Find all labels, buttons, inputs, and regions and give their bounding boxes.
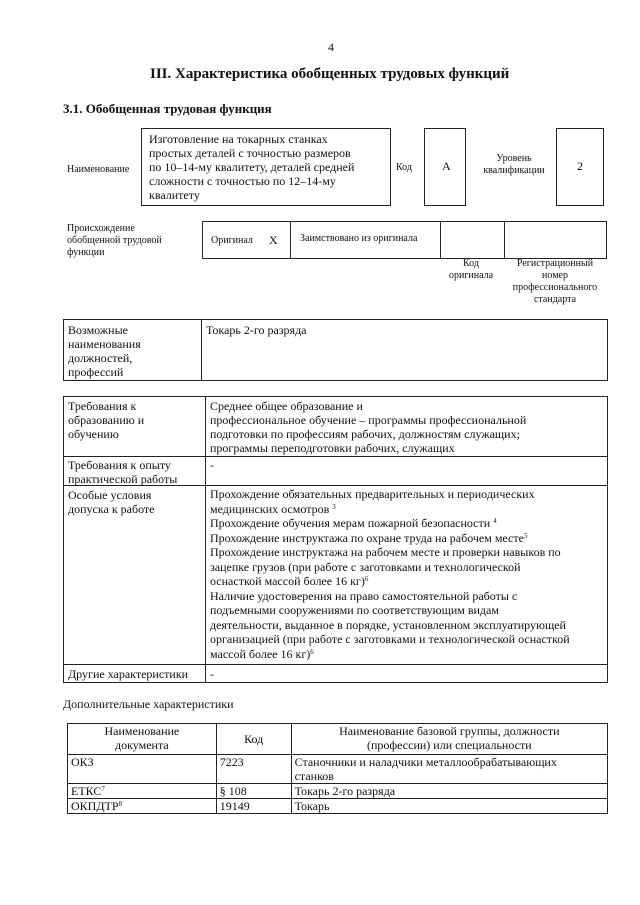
- experience-label: Требования к опыту практической работы: [68, 458, 178, 486]
- positions-divider: [201, 320, 202, 380]
- condition-item: медицинских осмотров $^3$: [210, 501, 336, 516]
- level-label: Уровень квалификации: [483, 153, 545, 176]
- requirements-divider: [205, 397, 206, 682]
- original-mark: X: [269, 233, 278, 247]
- row-document: ОКЗ: [68, 755, 217, 784]
- table-row: [68, 755, 608, 784]
- header-document: Наименование документа: [68, 724, 217, 755]
- table-row: [68, 784, 608, 799]
- positions-label: Возможные наименования должностей, профессий: [68, 323, 141, 379]
- experience-value: -: [210, 458, 214, 472]
- function-name-label: Наименование: [67, 164, 130, 175]
- other-value: -: [210, 667, 214, 681]
- condition-item: Прохождение обязательных предварительных и периодических: [210, 487, 535, 501]
- level-value: 2: [577, 159, 583, 173]
- code-original-caption: Код оригинала: [448, 258, 494, 281]
- registration-number-caption: Регистрационный номер профессионального стандарта: [512, 258, 598, 305]
- table-row: [68, 799, 608, 814]
- row-name: Токарь: [291, 799, 607, 814]
- function-name-text: Изготовление на токарных станках простых деталей с точностью размеров по 10–14-му квалитету, деталей средней сложности с точностью по 12–14-му квалитету: [149, 132, 355, 202]
- row-code: 19149: [216, 799, 291, 814]
- additional-table: [67, 723, 608, 814]
- level-box: [556, 128, 604, 206]
- row-document: ОКПДТР$^8$: [68, 799, 217, 814]
- function-name-box: [141, 128, 391, 206]
- positions-table: [63, 319, 608, 381]
- condition-item: Наличие удостоверения на право самостоятельной работы с: [210, 588, 518, 603]
- requirements-table: [63, 396, 608, 683]
- condition-item: Прохождение инструктажа на рабочем месте и проверки навыков по: [210, 545, 561, 559]
- page-number: 4: [328, 40, 334, 54]
- origin-divider-1: [290, 222, 291, 258]
- row-name: Токарь 2-го разряда: [291, 784, 607, 799]
- borrowed-label: Заимствовано из оригинала: [300, 233, 418, 244]
- positions-value: Токарь 2-го разряда: [206, 323, 307, 337]
- row-code: 7223: [216, 755, 291, 784]
- education-value: Среднее общее образование и профессиональное обучение – программы профессиональной подготовки по профессиям рабочих, должностям служащих; программы переподготовки рабочих, служащих: [210, 399, 527, 455]
- special-conditions-list: Прохождение обязательных предварительных и периодических медицинских осмотров $^3$ Прохождение обучения мерам пожарной безопасности $^4$ Прохождение инструктажа по охране труда на рабочем месте$^5$ Прохождение инструктажа на рабочем месте и проверки навыков по зацепке грузов (при работе с заготовками и технологической оснасткой массой более 16 кг)$^6$ Наличие удостоверения на право самостоятельной работы с подъемными сооружениями по соответствующим видам деятельности, выданное в порядке, установленном эксплуатирующей организацией (при работе с заготовками и технологической оснасткой массой более 16 кг)$^6$: [210, 487, 570, 661]
- origin-label: Происхождение обобщенной трудовой функции: [67, 223, 162, 258]
- origin-divider-3: [504, 222, 505, 258]
- original-label: Оригинал: [211, 235, 253, 246]
- special-conditions-label: Особые условия допуска к работе: [68, 488, 155, 516]
- row-name: Станочники и наладчики металлообрабатывающих станков: [291, 755, 607, 784]
- code-label: Код: [396, 162, 412, 173]
- header-name: Наименование базовой группы, должности (профессии) или специальности: [291, 724, 607, 755]
- additional-title: Дополнительные характеристики: [63, 697, 234, 711]
- condition-item: Прохождение обучения мерам пожарной безопасности $^4$: [210, 516, 497, 530]
- subsection-title: 3.1. Обобщенная трудовая функция: [63, 101, 272, 116]
- code-box: [424, 128, 466, 206]
- header-code: Код: [216, 724, 291, 755]
- row-code: § 108: [216, 784, 291, 799]
- education-label: Требования к образованию и обучению: [68, 399, 145, 441]
- condition-item: Прохождение инструктажа по охране труда на рабочем месте$^5$: [210, 530, 528, 545]
- origin-divider-2: [440, 222, 441, 258]
- other-label: Другие характеристики: [68, 667, 189, 681]
- origin-table: [202, 221, 607, 259]
- row-document: ЕТКС$^7$: [68, 784, 217, 799]
- table-header-row: [68, 724, 608, 755]
- code-value: А: [442, 159, 451, 173]
- section-title: III. Характеристика обобщенных трудовых функций: [150, 66, 510, 82]
